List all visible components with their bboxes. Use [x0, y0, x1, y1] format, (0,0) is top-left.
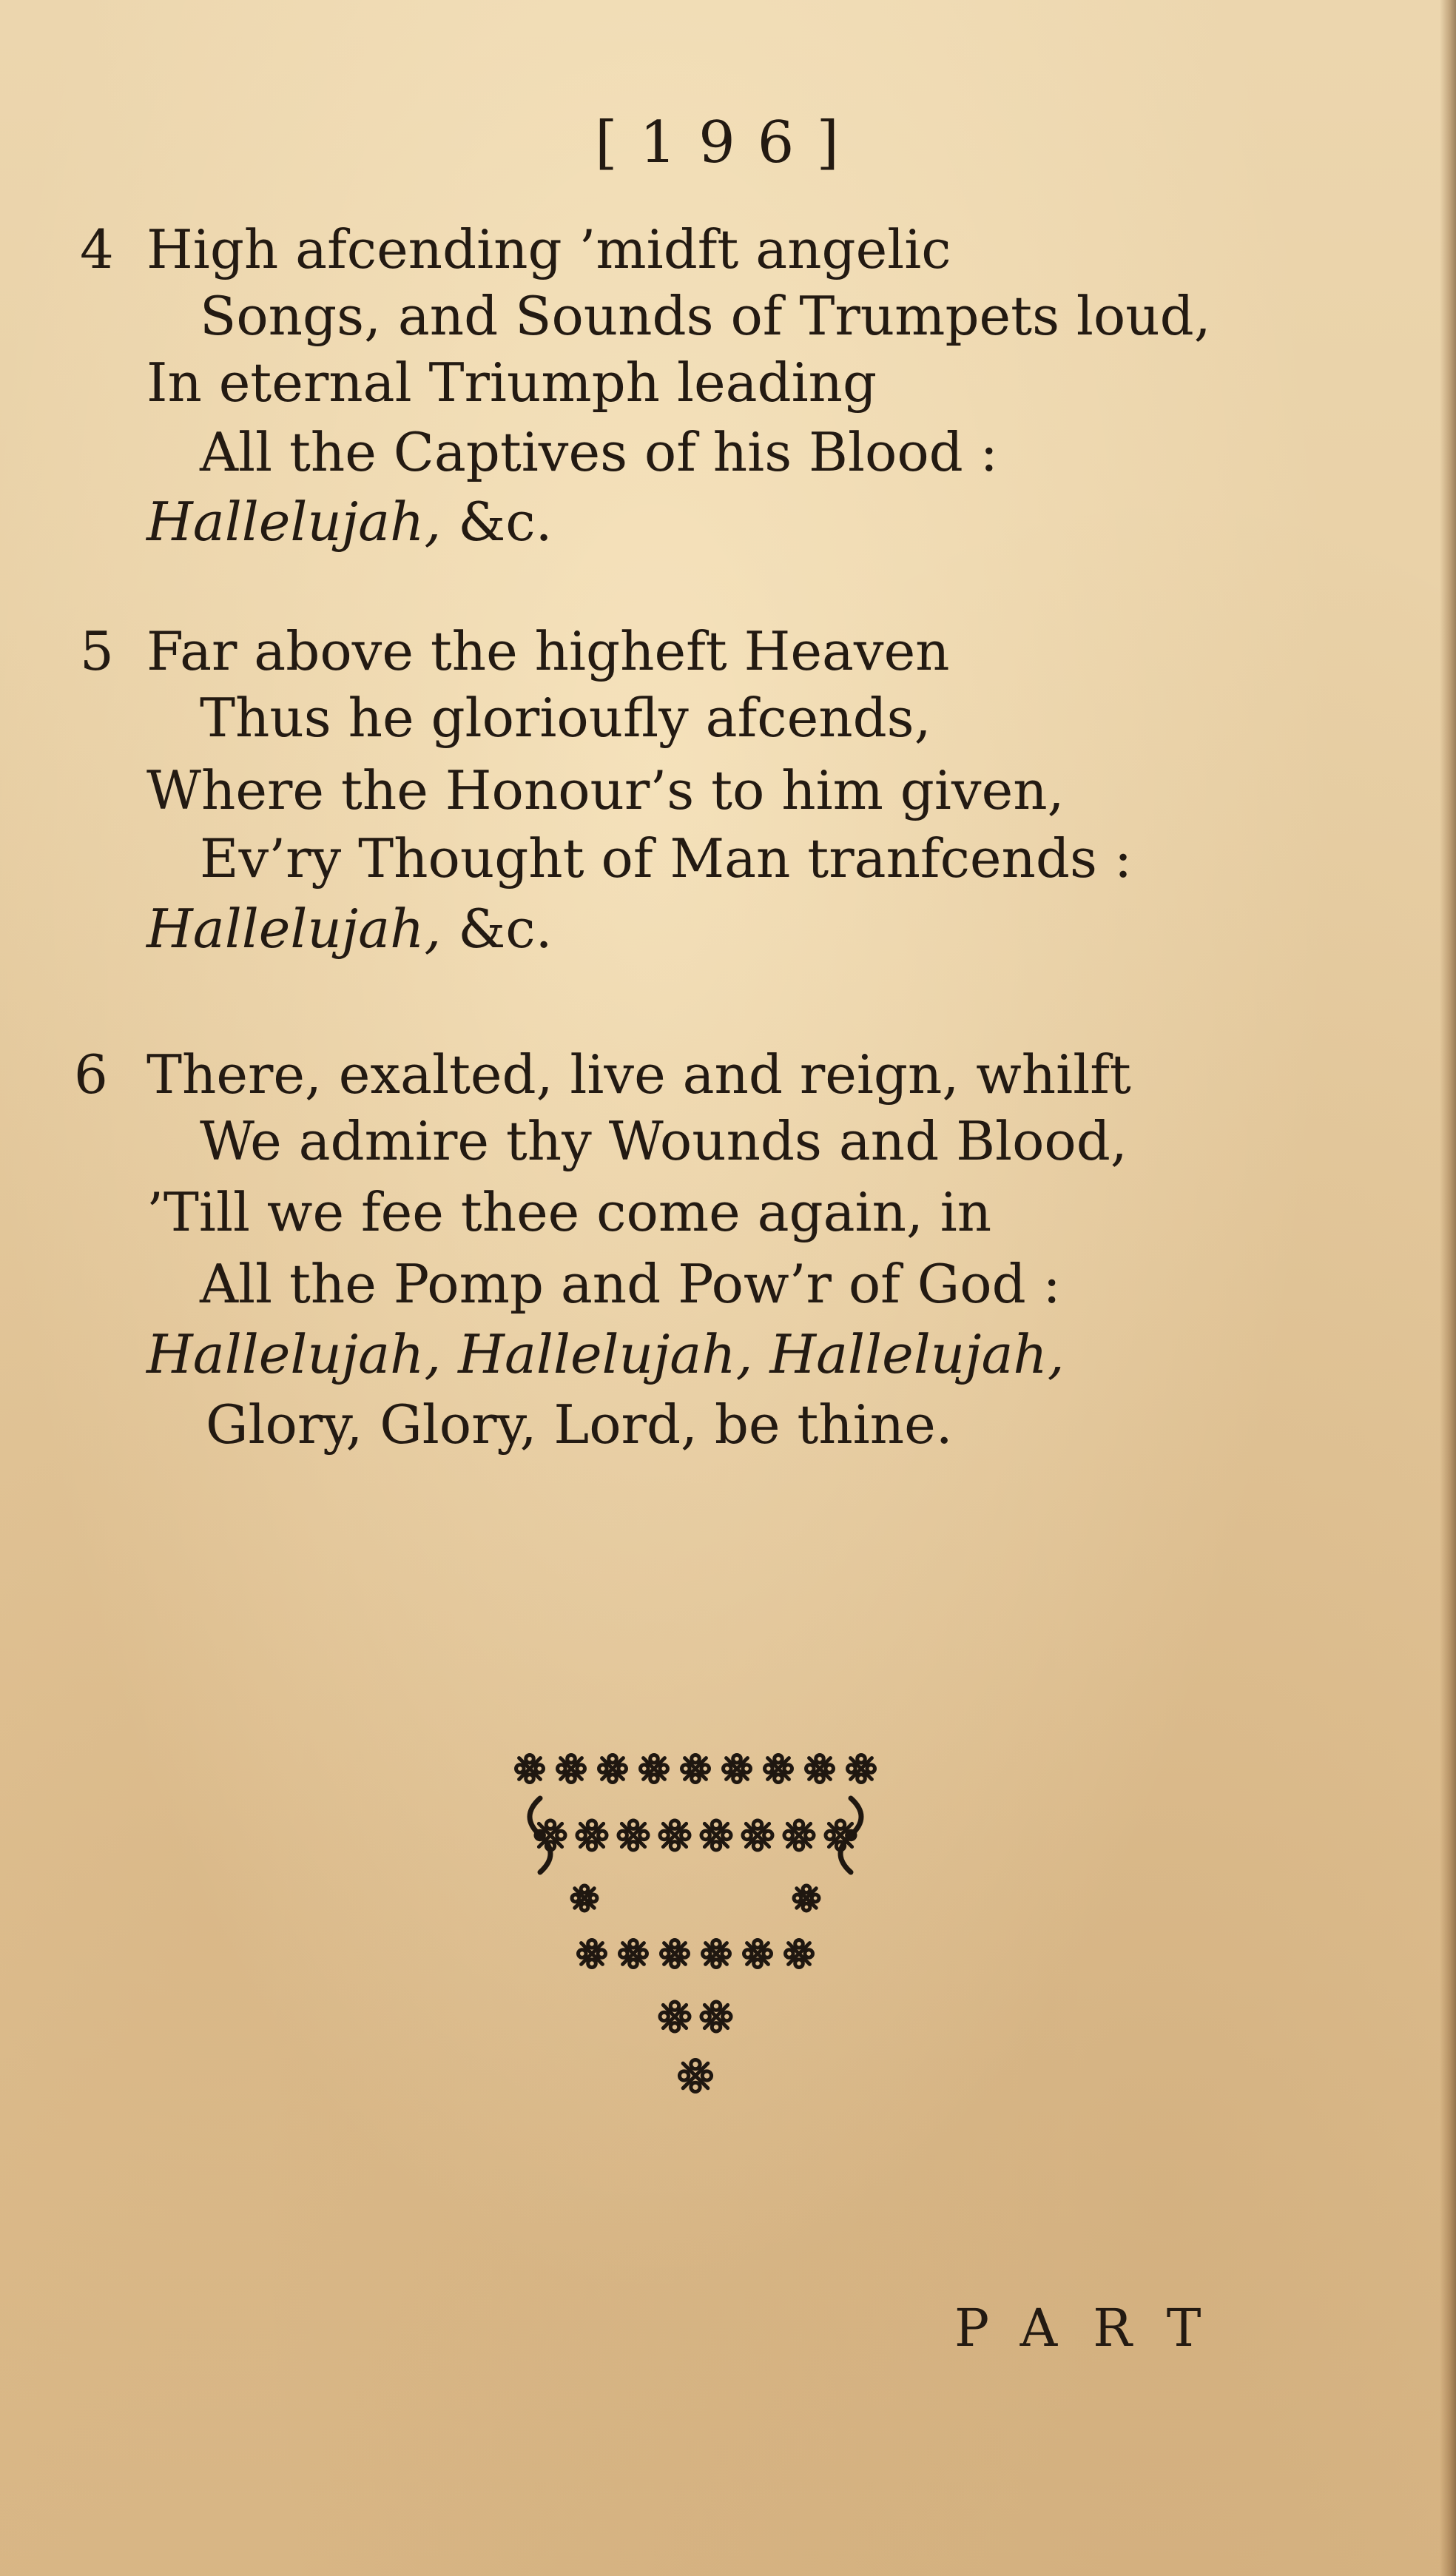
closing-line: Glory, Glory, Lord, be thine.: [206, 1393, 953, 1456]
fleuron-mark: [743, 1820, 772, 1850]
fleuron-mark: [682, 1755, 710, 1783]
fleuron-mark: [620, 1940, 647, 1968]
fleuron-mark: [577, 1820, 607, 1850]
verse-line: ’Till we fee thee come again, in: [146, 1181, 992, 1243]
printers-ornament-icon: [510, 1739, 880, 2124]
verse-number: 5: [80, 620, 114, 682]
fleuron-mark: [744, 1940, 772, 1968]
fleuron-mark: [579, 1940, 606, 1968]
fleuron-mark: [701, 1820, 731, 1850]
verse-number: 4: [80, 218, 114, 280]
scroll-flourish: [840, 1798, 861, 1872]
verse-line: Songs, and Sounds of Trumpets loud,: [200, 285, 1211, 347]
verse-line: Thus he glorioufly afcends,: [200, 687, 931, 749]
fleuron-mark: [806, 1755, 834, 1783]
fleuron-mark: [784, 1820, 814, 1850]
fleuron-mark: [660, 1820, 690, 1850]
fleuron-mark: [724, 1755, 751, 1783]
verse-number: 6: [74, 1043, 108, 1106]
page-number: [0, 110, 1456, 176]
page-number-value: 196: [639, 110, 817, 176]
verse-line: There, exalted, live and reign, whilft: [146, 1043, 1131, 1106]
refrain-text: Hallelujah,: [146, 491, 442, 553]
refrain-suffix: &c.: [458, 898, 553, 960]
refrain-line: Hallelujah, Hallelujah, Hallelujah,: [146, 1323, 1065, 1385]
refrain-line: [146, 895, 553, 962]
verse-line: All the Pomp and Pow’r of God :: [200, 1253, 1061, 1315]
verse-line: In eternal Triumph leading: [146, 352, 877, 414]
page-number-close-bracket: ]: [816, 110, 861, 176]
scroll-flourish: [530, 1798, 550, 1872]
fleuron-mark: [599, 1755, 627, 1783]
fleuron-mark: [558, 1755, 585, 1783]
verse-line: We admire thy Wounds and Blood,: [200, 1110, 1128, 1172]
refrain-text: Hallelujah,: [146, 898, 442, 960]
fleuron-mark: [701, 2002, 731, 2031]
catchword: PART: [954, 2298, 1237, 2358]
fleuron-mark: [679, 2059, 711, 2091]
fleuron-mark: [641, 1755, 668, 1783]
verse-line: All the Captives of his Blood :: [200, 421, 998, 483]
refrain-suffix: &c.: [458, 491, 553, 553]
verse-line: High afcending ’midft angelic: [146, 218, 951, 280]
fleuron-mark: [786, 1940, 813, 1968]
fleuron-mark: [660, 2002, 690, 2031]
fleuron-mark: [703, 1940, 730, 1968]
fleuron-mark: [572, 1886, 597, 1911]
fleuron-mark: [848, 1755, 875, 1783]
fleuron-mark: [516, 1755, 544, 1783]
fleuron-mark: [794, 1886, 819, 1911]
fleuron-mark: [619, 1820, 648, 1850]
verse-line: Ev’ry Thought of Man tranfcends :: [200, 827, 1133, 890]
fleuron-mark: [661, 1940, 689, 1968]
page-number-open-bracket: [: [595, 110, 640, 176]
verse-line: Far above the higheft Heaven: [146, 620, 950, 682]
page-edge-shadow: [1440, 0, 1456, 2576]
verse-line: Where the Honour’s to him given,: [146, 759, 1065, 821]
fleuron-mark: [765, 1755, 792, 1783]
refrain-line: [146, 488, 553, 555]
